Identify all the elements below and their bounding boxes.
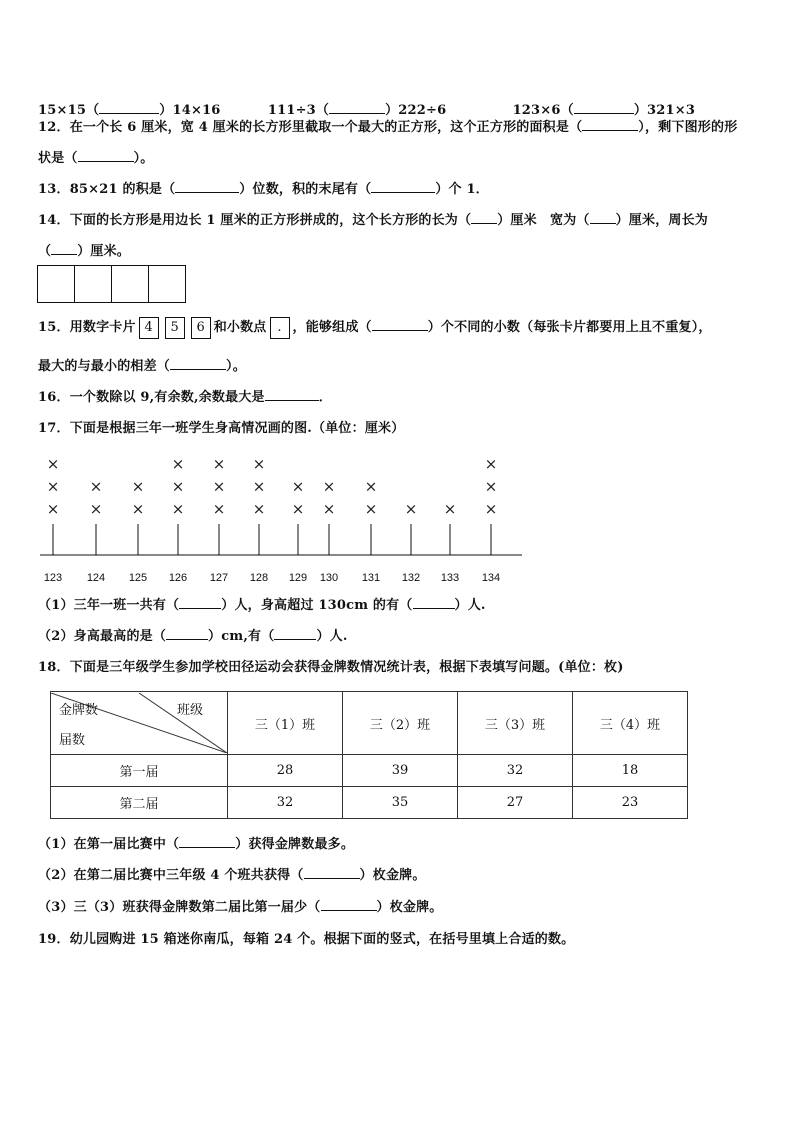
q14-line2 <box>38 240 130 259</box>
corner-label-right: 班级 <box>177 703 204 718</box>
tally-mark: × <box>364 477 378 496</box>
q18-title: 18．下面是三年级学生参加学校田径运动会获得金牌数情况统计表，根据下表填写问题。(单位：枚) <box>38 660 624 675</box>
answer-blank[interactable] <box>413 598 455 609</box>
compare-b: 111÷3（ <box>267 103 330 118</box>
tally-mark: × <box>322 500 336 518</box>
digit-card: 4 <box>139 317 159 339</box>
tally-mark: × <box>171 500 185 518</box>
q12-text: 状是（ <box>38 151 78 166</box>
q15-line1 <box>38 316 712 339</box>
unit-square <box>37 265 75 303</box>
q18-sub2 <box>38 864 426 883</box>
tally-mark: × <box>404 500 418 518</box>
column-header: 三（3）班 <box>458 692 573 755</box>
q15-text: 和小数点 <box>213 320 267 335</box>
tally-mark: × <box>252 477 266 496</box>
answer-blank[interactable] <box>321 900 377 911</box>
q13-text: ）位数，积的末尾有（ <box>239 182 372 197</box>
chart-tick-label: 132 <box>401 572 421 584</box>
chart-tick-label: 126 <box>168 572 188 584</box>
q17-text: ）人. <box>316 629 348 644</box>
q14-text: ）厘米 宽为（ <box>497 213 590 228</box>
tally-mark: × <box>212 477 226 496</box>
q18-sub3 <box>38 896 443 915</box>
compare-a2: ）14×16 <box>159 103 221 118</box>
q18-text: ）枚金牌。 <box>376 900 443 915</box>
q14-text: ）厘米。 <box>77 244 131 259</box>
answer-blank[interactable] <box>265 390 319 401</box>
chart-tick-label: 123 <box>43 572 63 584</box>
q14-text: 14．下面的长方形是用边长 1 厘米的正方形拼成的，这个长方形的长为（ <box>38 213 472 228</box>
answer-blank[interactable] <box>175 182 239 193</box>
q18-text: ）枚金牌。 <box>359 868 426 883</box>
answer-blank[interactable] <box>51 244 77 255</box>
chart-tick-label: 127 <box>209 572 229 584</box>
decimal-point-card: . <box>270 317 290 339</box>
q17-sub2 <box>38 625 348 644</box>
tally-mark: × <box>484 477 498 496</box>
table-cell: 39 <box>343 755 458 787</box>
column-header: 三（2）班 <box>343 692 458 755</box>
chart-tick-label: 130 <box>319 572 339 584</box>
q14-line1 <box>38 209 708 228</box>
compare-c: 123×6（ <box>512 103 574 118</box>
table-cell: 35 <box>343 787 458 819</box>
corner-label-bottom: 届数 <box>59 733 86 748</box>
table-cell: 32 <box>458 755 573 787</box>
table-cell: 18 <box>573 755 688 787</box>
chart-tick-label: 133 <box>440 572 460 584</box>
q17-text: （2）身高最高的是（ <box>38 629 167 644</box>
answer-blank[interactable] <box>582 120 638 131</box>
q15-text: ）。 <box>226 359 246 374</box>
q12-text: ）。 <box>133 151 154 166</box>
answer-blank[interactable] <box>274 629 316 640</box>
q15-text: ）个不同的小数（每张卡片都要用上且不重复）， <box>427 320 712 335</box>
q13-line <box>38 178 489 197</box>
q14-text: ）厘米，周长为 <box>615 213 709 228</box>
q18-text: （2）在第二届比赛中三年级 4 个班共获得（ <box>38 868 304 883</box>
q17-text: ）cm,有（ <box>208 629 275 644</box>
tally-mark: × <box>89 500 103 518</box>
answer-blank[interactable] <box>170 359 226 370</box>
tally-mark: × <box>252 500 266 518</box>
q17-sub1 <box>38 594 486 613</box>
unit-square <box>111 265 149 303</box>
q19-text: 19．幼儿园购进 15 箱迷你南瓜，每箱 24 个。根据下面的竖式，在括号里填上合适的数。 <box>38 932 575 947</box>
tally-mark: × <box>46 455 60 473</box>
table-row <box>51 755 688 787</box>
row-label: 第一届 <box>51 755 228 787</box>
answer-blank[interactable] <box>471 213 497 224</box>
digit-card: 5 <box>165 317 185 339</box>
chart-tick-label: 129 <box>288 572 308 584</box>
chart-tick-label: 134 <box>481 572 501 584</box>
corner-cell <box>51 692 228 755</box>
q15-text: ，能够组成（ <box>292 320 372 335</box>
square-rectangle <box>38 265 186 303</box>
table-row <box>51 787 688 819</box>
q12-line2 <box>38 147 154 166</box>
unit-square <box>74 265 112 303</box>
q15-line2 <box>38 355 246 374</box>
table-cell: 28 <box>228 755 343 787</box>
tally-mark: × <box>89 477 103 496</box>
q18-text: （1）在第一届比赛中（ <box>38 837 180 852</box>
medal-table <box>50 691 688 819</box>
answer-blank[interactable] <box>179 837 235 848</box>
tally-mark: × <box>322 477 336 496</box>
tally-mark: × <box>484 500 498 518</box>
compare-row <box>38 84 695 118</box>
row-label: 第二届 <box>51 787 228 819</box>
answer-blank[interactable] <box>329 103 385 114</box>
tally-mark: × <box>291 500 305 518</box>
tally-mark: × <box>131 477 145 496</box>
column-header: 三（1）班 <box>228 692 343 755</box>
q14-text: （ <box>38 244 52 259</box>
table-cell: 27 <box>458 787 573 819</box>
answer-blank[interactable] <box>179 598 221 609</box>
tally-mark: × <box>212 500 226 518</box>
compare-b2: ）222÷6 <box>385 103 447 118</box>
compare-a: 15×15（ <box>38 103 100 118</box>
q13-text: 13．85×21 的积是（ <box>38 182 176 197</box>
table-cell: 32 <box>228 787 343 819</box>
q17-text: （1）三年一班一共有（ <box>38 598 180 613</box>
q13-text: ）个 1． <box>435 182 489 197</box>
q12-text: 12．在一个长 6 厘米，宽 4 厘米的长方形里截取一个最大的正方形，这个正方形的面积是（ <box>38 120 583 135</box>
tally-mark: × <box>171 477 185 496</box>
answer-blank[interactable] <box>304 868 360 879</box>
q15-text: 最大的与最小的相差（ <box>38 359 171 374</box>
q15-text: 15．用数字卡片 <box>38 320 136 335</box>
q12-line1 <box>38 116 737 135</box>
digit-card: 6 <box>191 317 211 339</box>
q16-text: 16．一个数除以 9,有余数,余数最大是 <box>38 390 265 405</box>
answer-blank[interactable] <box>371 182 435 193</box>
q12-text: ），剩下图形的形 <box>638 120 738 135</box>
answer-blank[interactable] <box>574 103 634 114</box>
unit-square <box>148 265 186 303</box>
answer-blank[interactable] <box>372 320 428 331</box>
tally-mark: × <box>291 477 305 496</box>
answer-blank[interactable] <box>99 103 159 114</box>
q18-text: （3）三（3）班获得金牌数第二届比第一届少（ <box>38 900 321 915</box>
chart-tick-label: 124 <box>86 572 106 584</box>
tally-mark: × <box>484 455 498 473</box>
tally-mark: × <box>252 455 266 473</box>
column-header: 三（4）班 <box>573 692 688 755</box>
q16-end: ． <box>318 390 332 405</box>
compare-c2: ）321×3 <box>633 103 696 118</box>
q16-line <box>38 386 332 405</box>
q17-text: ）人，身高超过 130cm 的有（ <box>221 598 413 613</box>
table-cell: 23 <box>573 787 688 819</box>
height-tally-chart <box>30 445 530 585</box>
tally-mark: × <box>364 500 378 518</box>
tally-mark: × <box>443 500 457 518</box>
tally-mark: × <box>212 455 226 473</box>
chart-tick-label: 131 <box>361 572 381 584</box>
tally-mark: × <box>131 500 145 518</box>
q17-title: 17．下面是根据三年一班学生身高情况画的图.（单位：厘米） <box>38 421 405 436</box>
answer-blank[interactable] <box>78 151 134 162</box>
q18-sub1 <box>38 833 354 852</box>
q17-text: ）人. <box>454 598 486 613</box>
answer-blank[interactable] <box>166 629 208 640</box>
chart-tick-label: 125 <box>128 572 148 584</box>
chart-tick-label: 128 <box>249 572 269 584</box>
corner-label-top: 金牌数 <box>59 703 99 718</box>
tally-mark: × <box>46 477 60 496</box>
table-header-row <box>51 692 688 755</box>
tally-mark: × <box>171 455 185 473</box>
answer-blank[interactable] <box>590 213 616 224</box>
tally-mark: × <box>46 500 60 518</box>
q18-text: ）获得金牌数最多。 <box>235 837 355 852</box>
